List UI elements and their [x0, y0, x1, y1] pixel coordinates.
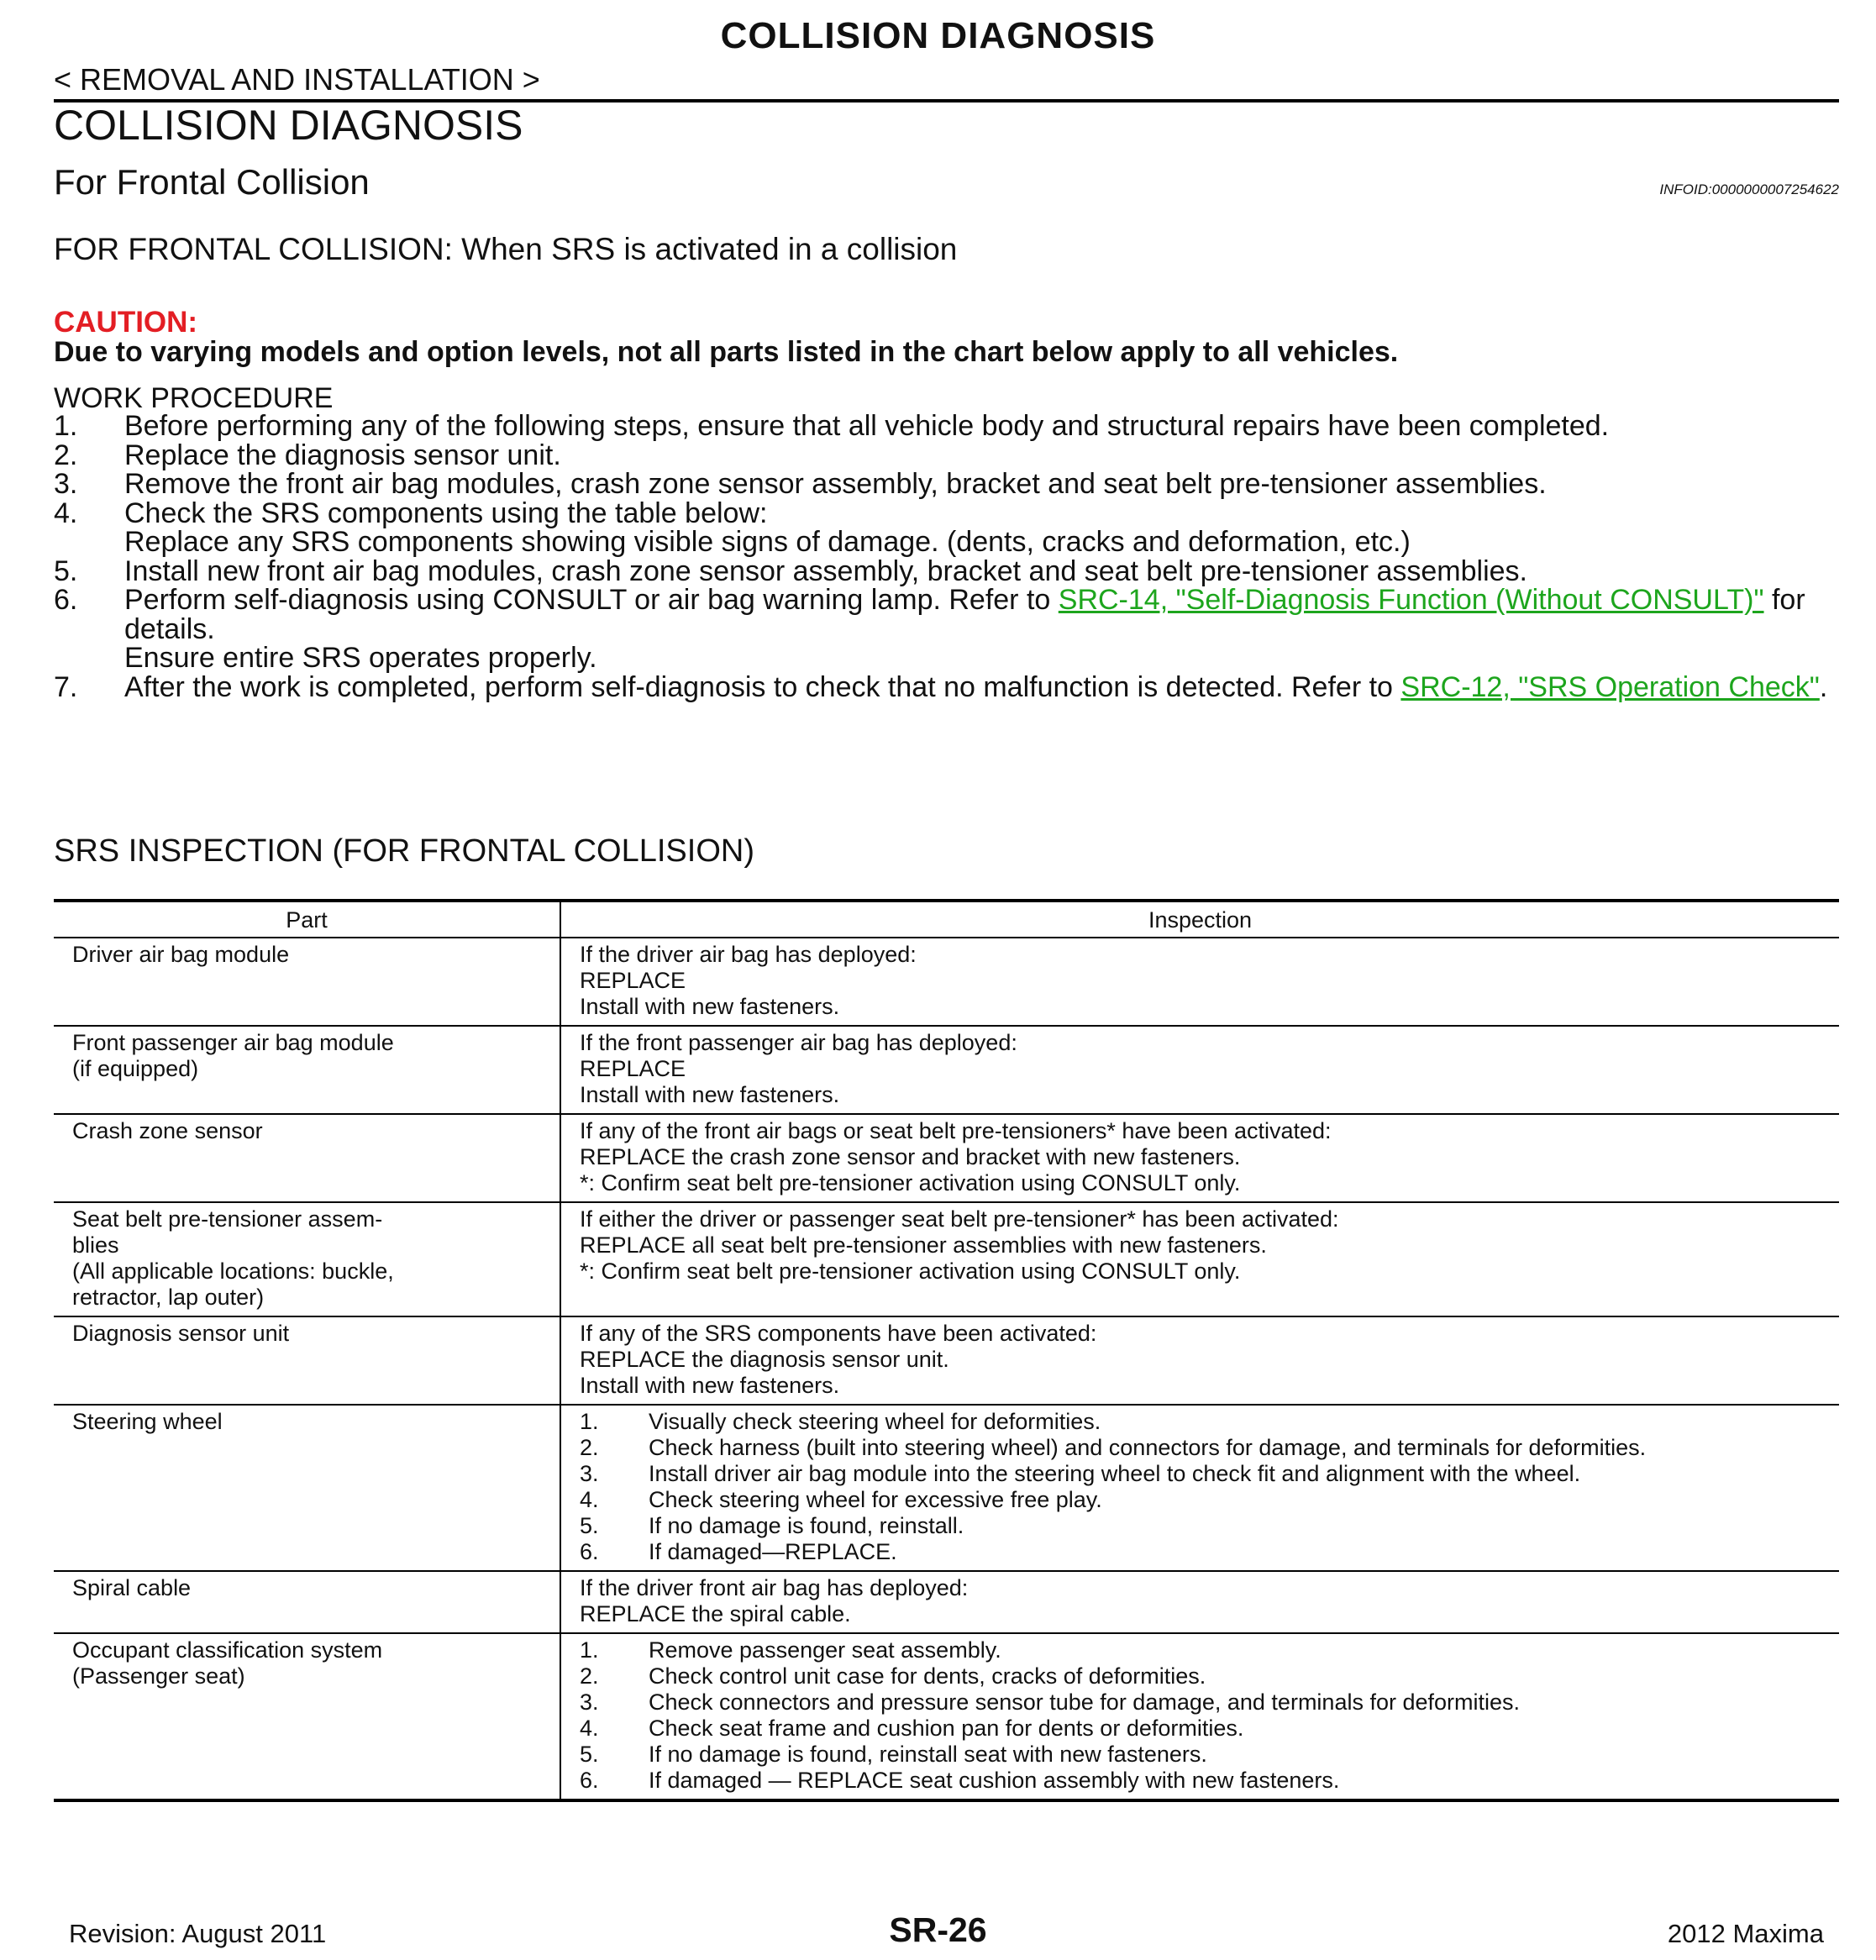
inspection-step — [580, 1487, 1821, 1513]
step-text: Check the SRS components using the table below: — [124, 497, 768, 529]
step-body — [124, 499, 1839, 557]
part-line: Front passenger air bag module — [72, 1030, 394, 1055]
part-line: Occupant classification system — [72, 1637, 383, 1663]
step-text-after: . — [1819, 670, 1828, 703]
inspection-line: REPLACE the crash zone sensor and bracket with new fasteners. — [580, 1144, 1241, 1169]
inspection-step-number: 2. — [580, 1663, 599, 1689]
table-row — [54, 1316, 1839, 1405]
table-row — [54, 1114, 1839, 1202]
column-header-part: Part — [54, 901, 560, 938]
inspection-step-text: Remove passenger seat assembly. — [649, 1637, 1001, 1663]
inspection-step-text: Check seat frame and cushion pan for dents or deformities. — [649, 1716, 1244, 1741]
inspection-cell — [560, 1316, 1839, 1405]
inspection-step-text: Check connectors and pressure sensor tube for damage, and terminals for deformities. — [649, 1689, 1521, 1715]
inspection-step-text: Check steering wheel for excessive free play. — [649, 1487, 1102, 1512]
part-line: Crash zone sensor — [72, 1118, 263, 1143]
table-row — [54, 938, 1839, 1026]
procedure-step — [54, 586, 1839, 673]
inspection-step-number: 5. — [580, 1513, 599, 1538]
part-line: Diagnosis sensor unit — [72, 1321, 290, 1346]
procedure-step — [54, 670, 1839, 703]
sub-title: For Frontal Collision — [54, 162, 370, 202]
part-line: Driver air bag module — [72, 942, 290, 967]
page-header-title: COLLISION DIAGNOSIS — [720, 15, 1156, 56]
inspection-line: Install with new fasteners. — [580, 1082, 840, 1107]
inspection-line: Install with new fasteners. — [580, 1373, 840, 1398]
inspection-line: REPLACE — [580, 968, 686, 993]
inspection-cell — [560, 1633, 1839, 1800]
part-cell — [54, 938, 560, 1026]
inspection-step-number: 6. — [580, 1768, 599, 1793]
step-text: Replace the diagnosis sensor unit. — [124, 439, 561, 471]
work-procedure-steps — [54, 412, 1839, 702]
inspection-step-text: If no damage is found, reinstall. — [649, 1513, 964, 1538]
step-text: Before performing any of the following steps, ensure that all vehicle body and structural repairs have been completed. — [124, 410, 1610, 442]
procedure-step — [54, 441, 1839, 470]
procedure-step — [54, 554, 1839, 587]
inspection-line: If the front passenger air bag has deployed: — [580, 1030, 1017, 1055]
inspection-step — [580, 1637, 1821, 1663]
inspection-line: If any of the front air bags or seat belt pre-tensioners* have been activated: — [580, 1118, 1332, 1143]
part-cell — [54, 1405, 560, 1571]
inspection-line: If any of the SRS components have been activated: — [580, 1321, 1097, 1346]
inspection-cell — [560, 1202, 1839, 1316]
part-cell — [54, 1633, 560, 1800]
part-line: Seat belt pre-tensioner assem- — [72, 1206, 383, 1232]
breadcrumb: < REMOVAL AND INSTALLATION > — [54, 62, 540, 97]
ref-link-src-14[interactable]: SRC-14, "Self-Diagnosis Function (Without CONSULT)" — [1058, 584, 1764, 616]
footer-revision: Revision: August 2011 — [69, 1919, 327, 1948]
caution-label: CAUTION: — [54, 306, 198, 339]
work-procedure-label: WORK PROCEDURE — [54, 382, 334, 414]
inspection-step-number: 6. — [580, 1539, 599, 1564]
part-line: retractor, lap outer) — [72, 1285, 265, 1310]
part-cell — [54, 1202, 560, 1316]
step-text-with-link — [124, 670, 1839, 703]
table-row — [54, 1571, 1839, 1633]
step-body — [124, 586, 1839, 673]
inspection-step-number: 4. — [580, 1716, 599, 1741]
step-text-after: for details. — [124, 584, 1805, 645]
ref-link-src-12[interactable]: SRC-12, "SRS Operation Check" — [1400, 670, 1820, 703]
part-cell — [54, 1571, 560, 1633]
step-number: 7. — [54, 670, 78, 703]
subject-line: FOR FRONTAL COLLISION: When SRS is activated in a collision — [54, 232, 958, 266]
inspection-line: *: Confirm seat belt pre-tensioner activation using CONSULT only. — [580, 1170, 1241, 1195]
inspection-cell — [560, 1114, 1839, 1202]
inspection-step — [580, 1742, 1821, 1768]
part-line: (All applicable locations: buckle, — [72, 1258, 394, 1284]
inspection-table-wrap — [54, 899, 1839, 1802]
inspection-step — [580, 1409, 1821, 1435]
step-number: 6. — [54, 584, 78, 616]
inspection-cell — [560, 1571, 1839, 1633]
inspection-line: REPLACE the spiral cable. — [580, 1601, 851, 1626]
info-id: INFOID:0000000007254622 — [1659, 181, 1839, 197]
inspection-step-text: If damaged — REPLACE seat cushion assembly with new fasteners. — [649, 1768, 1340, 1793]
inspection-step-number: 3. — [580, 1461, 599, 1486]
inspection-step-text: If damaged—REPLACE. — [649, 1539, 897, 1564]
table-row — [54, 1633, 1839, 1800]
section-title: COLLISION DIAGNOSIS — [54, 102, 523, 149]
footer-model: 2012 Maxima — [1667, 1919, 1824, 1948]
step-text-continued: Ensure entire SRS operates properly. — [124, 642, 597, 674]
inspection-step — [580, 1461, 1821, 1487]
step-text-continued: Replace any SRS components showing visible signs of damage. (dents, cracks and deformation, etc.) — [124, 526, 1411, 558]
table-row — [54, 1405, 1839, 1571]
inspection-step-text: Visually check steering wheel for deformities. — [649, 1409, 1101, 1434]
caution-text: Due to varying models and option levels, not all parts listed in the chart below apply to all vehicles. — [54, 336, 1399, 368]
inspection-line: REPLACE — [580, 1056, 686, 1081]
part-cell — [54, 1114, 560, 1202]
column-header-inspection: Inspection — [1148, 907, 1253, 933]
step-number: 2. — [54, 439, 78, 471]
inspection-step — [580, 1435, 1821, 1461]
step-text: Perform self-diagnosis using CONSULT or air bag warning lamp. Refer to — [124, 584, 1059, 616]
part-line: blies — [72, 1232, 119, 1258]
inspection-step — [580, 1768, 1821, 1794]
part-line: Steering wheel — [72, 1409, 223, 1434]
part-cell — [54, 1026, 560, 1114]
inspection-table — [54, 899, 1839, 1802]
inspection-step — [580, 1689, 1821, 1716]
step-number: 4. — [54, 497, 78, 529]
step-text-with-link — [124, 586, 1839, 644]
inspection-line: If the driver front air bag has deployed: — [580, 1575, 969, 1600]
inspection-step-text: Check harness (built into steering wheel) and connectors for damage, and terminals for deformities. — [649, 1435, 1647, 1460]
inspection-cell — [560, 1405, 1839, 1571]
inspection-step-text: Install driver air bag module into the steering wheel to check fit and alignment with the wheel. — [649, 1461, 1581, 1486]
inspection-line: Install with new fasteners. — [580, 994, 840, 1019]
part-line: (if equipped) — [72, 1056, 199, 1081]
step-text: Remove the front air bag modules, crash zone sensor assembly, bracket and seat belt pre-tensioner assemblies. — [124, 468, 1547, 500]
table-row — [54, 1202, 1839, 1316]
inspection-step-number: 3. — [580, 1689, 599, 1715]
step-number: 3. — [54, 468, 78, 500]
inspection-step-number: 4. — [580, 1487, 599, 1512]
inspection-step — [580, 1716, 1821, 1742]
step-text: Install new front air bag modules, crash zone sensor assembly, bracket and seat belt pre-tensioner assemblies. — [124, 554, 1527, 587]
part-line: Spiral cable — [72, 1575, 192, 1600]
inspection-line: If the driver air bag has deployed: — [580, 942, 917, 967]
table-header-row — [54, 901, 1839, 938]
inspection-step-text: Check control unit case for dents, cracks of deformities. — [649, 1663, 1206, 1689]
inspection-step-number: 5. — [580, 1742, 599, 1767]
inspection-line: REPLACE the diagnosis sensor unit. — [580, 1347, 949, 1372]
step-text: After the work is completed, perform self-diagnosis to check that no malfunction is detected. Refer to — [124, 670, 1401, 703]
procedure-step — [54, 499, 1839, 557]
inspection-line: *: Confirm seat belt pre-tensioner activation using CONSULT only. — [580, 1258, 1241, 1284]
step-number: 5. — [54, 554, 78, 587]
table-row — [54, 1026, 1839, 1114]
procedure-step — [54, 412, 1839, 441]
inspection-step-number: 1. — [580, 1637, 599, 1663]
inspection-step — [580, 1539, 1821, 1565]
inspection-step-number: 1. — [580, 1409, 599, 1434]
inspection-line: REPLACE all seat belt pre-tensioner assemblies with new fasteners. — [580, 1232, 1267, 1258]
inspection-step — [580, 1663, 1821, 1689]
inspection-title: SRS INSPECTION (FOR FRONTAL COLLISION) — [54, 833, 754, 869]
inspection-line: If either the driver or passenger seat belt pre-tensioner* has been activated: — [580, 1206, 1339, 1232]
inspection-step-text: If no damage is found, reinstall seat with new fasteners. — [649, 1742, 1207, 1767]
step-number: 1. — [54, 410, 78, 442]
part-line: (Passenger seat) — [72, 1663, 245, 1689]
part-cell — [54, 1316, 560, 1405]
inspection-step — [580, 1513, 1821, 1539]
footer-page-number: SR-26 — [889, 1910, 987, 1949]
inspection-cell — [560, 1026, 1839, 1114]
inspection-step-number: 2. — [580, 1435, 599, 1460]
inspection-cell — [560, 938, 1839, 1026]
procedure-step — [54, 470, 1839, 499]
